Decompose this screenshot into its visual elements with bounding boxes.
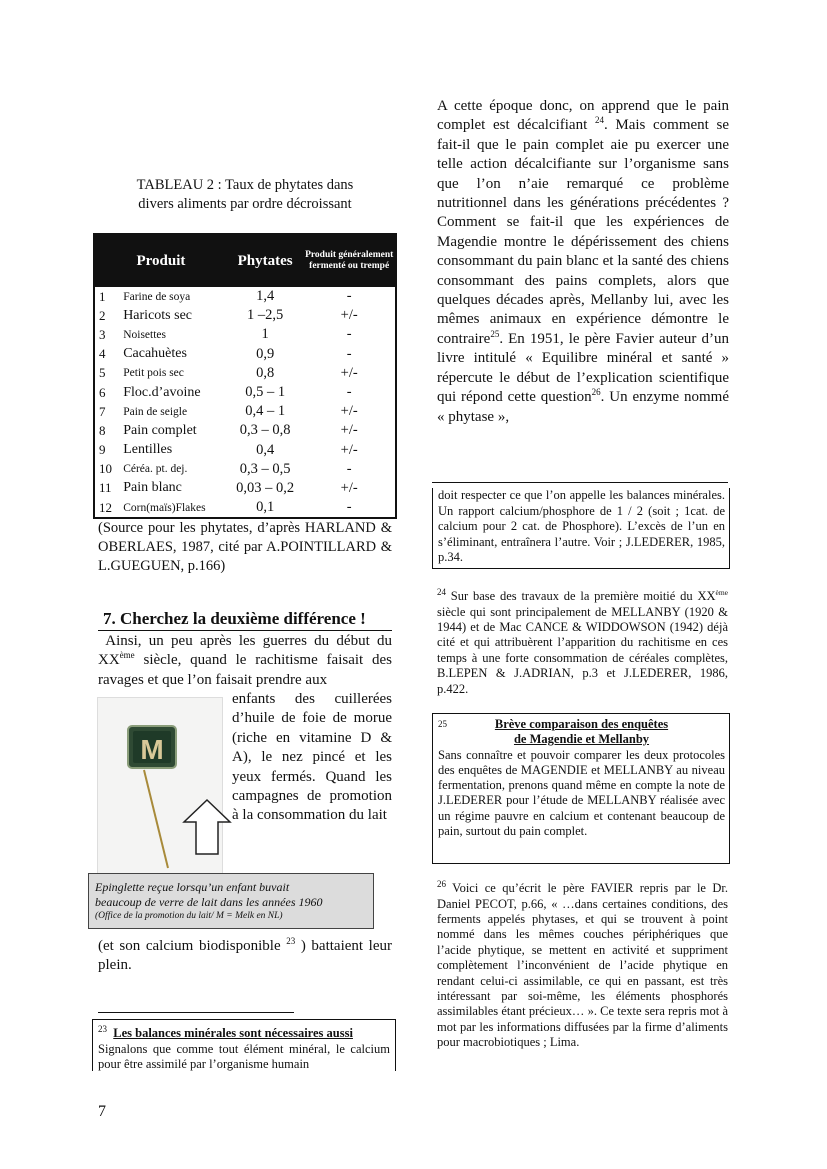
footnote-separator [98,1012,294,1013]
footnote-23-title: Les balances minérales sont nécessaires aussi [113,1026,353,1041]
footnote-25-title-2: de Magendie et Mellanby [513,732,650,747]
photo-caption-line-1: Epinglette reçue lorsqu’un enfant buvait [95,880,290,894]
footnote-25-text: Sans connaître et pouvoir comparer les deux protocoles des enquêtes de MAGENDIE et MELLANBY au niveau fermentation, prenons quand même en compte la note de J.LEDERER pour l’étude de MELLANBY réalisée avec un régime pauvre en calcium et contenant beaucoup de pain, surtout du pain complet. [438,747,725,839]
row-phytates: 0,8 [256,364,275,381]
row-number: 4 [99,346,106,362]
row-fermented: - [346,384,352,401]
row-number: 11 [99,480,112,496]
paragraph-right-text-d: . Un enzyme nommé « phytase », [437,389,729,425]
row-product: Lentilles [123,442,173,458]
footnote-23-continued: doit respecter ce que l’on appelle les balances minérales. Un rapport calcium/phosphore de 1 / 2 (soit ; 1cat. de calcium pour 2 cat. de Phosphore). L’excès de l’un en s’éliminant, entraînera l’autre. Voir ; J.LEDERER, 1985, p.34. [432,488,730,569]
row-number: 10 [99,461,112,477]
table-row [95,402,395,421]
table-row [95,325,395,344]
row-fermented: +/- [340,422,358,439]
row-phytates: 0,3 – 0,8 [239,422,291,439]
footnote-25-title-1: Brève comparaison des enquêtes [494,717,669,731]
row-number: 9 [99,442,106,458]
row-phytates: 1 –2,5 [247,307,284,324]
footnote-24-number: 24 [437,587,446,597]
paragraph-intro-text-b: siècle, quand le rachitisme faisait des ravages et que l’on faisait prendre aux [98,652,392,688]
footnote-25-number: 25 [438,719,447,729]
table-row [95,287,395,306]
table-row [95,441,395,460]
row-phytates: 0,5 – 1 [245,384,286,401]
row-phytates: 1,4 [256,288,275,305]
row-product: Pain de seigle [123,405,188,418]
table-row [95,345,395,364]
row-number: 1 [99,288,106,304]
page-number: 7 [98,1103,106,1120]
footnote-26 [437,877,728,1051]
footnote-24-superscript: ème [715,588,728,597]
footnote-ref-25: 25 [490,328,500,339]
paragraph-intro [98,632,392,690]
paragraph-right-text-b: . Mais comment se fait-il que le pain complet aie pu exercer une telle action décalcifiante sur l’organisme sans que l’on n’aie remarqué ce problème nutritionnel dans les générations précédentes ? Comment se fait-il que les expériences de Magendie montre le dépérissement des chiens consommant du pain blanc et la santé des chiens consommant des pains complets, alors que quelques décades après, Mellanby lui, avec les mêmes animaux en expérience démontre le contraire [437,117,729,347]
row-phytates: 0,4 [256,441,275,458]
footnote-23-number: 23 [98,1024,107,1034]
row-phytates: 0,1 [256,499,275,516]
row-number: 2 [99,307,106,323]
row-phytates: 0,4 – 1 [245,403,286,420]
row-number: 8 [99,422,106,438]
table-row [95,498,395,517]
row-phytates: 1 [261,326,269,343]
header-product: Produit [95,235,227,287]
paragraph-right-text-c: . En 1951, le père Favier auteur d’un livre intitulé « Equilibre minéral et santé » répercute le début de l’explication scientifique qui répond cette question [437,330,729,406]
photo-caption-line-2: beaucoup de verre de lait dans les années 1960 [95,895,323,909]
header-fermented: Produit généralement fermenté ou trempé [303,235,395,287]
footnote-24 [437,585,728,697]
source-note: (Source pour les phytates, d’après HARLAND & OBERLAES, 1987, cité par A.POINTILLARD & L.GUEGUEN, p.166) [98,520,392,574]
footnote-25 [432,713,730,864]
row-number: 12 [99,499,112,515]
row-product: Noisettes [123,328,166,341]
row-fermented: +/- [340,403,358,420]
row-product: Cacahuètes [123,346,187,362]
table-row [95,421,395,440]
superscript-eme: ème [119,650,135,661]
header-phytates: Phytates [227,235,304,287]
footnote-ref-23: 23 [286,936,296,946]
footnote-26-number: 26 [437,879,446,889]
footnote-ref-24: 24 [594,115,604,126]
paragraph-after-photo [98,937,392,976]
table-body [95,287,395,517]
paragraph-right-text-a: A cette époque donc, on apprend que le pain complet est décalcifiant [437,98,729,134]
footnote-separator-right [432,482,728,483]
section-title: 7. Cherchez la deuxième différence ! [103,609,366,628]
photo-caption-line-3: (Office de la promotion du lait/ M = Melk en NL) [95,911,283,921]
pin-letter: M [140,734,164,765]
footnote-23-text: Signalons que comme tout élément minéral, le calcium pour être assimilé par l’organisme humain [98,1041,390,1071]
row-phytates: 0,03 – 0,2 [236,479,295,496]
row-fermented: +/- [340,307,358,324]
table-row [95,479,395,498]
row-number: 5 [99,365,106,381]
row-phytates: 0,9 [256,345,275,362]
row-product: Petit pois sec [123,367,184,380]
footnote-26-text: Voici ce qu’écrit le père FAVIER repris par le Dr. Daniel PECOT, p.66, « …dans certaines conditions, des ferments appelés phytases, et qui se trouvent à point nommé dans les mêmes couches périphériques que l’acide phytique, se mettent en activité et suppriment complètement l’inconvénient de l’acide phytique en rendant celui-ci assimilable, ce qui en passant, est très intéressant par soi-même, les éléments phosphorés assimilables étant précieux… ». Ce texte sera repris mot à mot par les informations diffusées par la firme d’aliments pour macrobiotiques ; Lima. [437,881,728,1050]
footnote-24-text-b: siècle qui sont principalement de MELLANBY (1920 & 1944) et de Mac CANCE & WIDDOWSON (1942) déjà cité et qui attribuèrent l’apparition du rachitisme en ces temps à une forte consommation de céréales complètes, B.LEPEN & J.ADRIAN, p.3 et J.LEDERER, 1986, p.422. [437,604,728,696]
row-number: 6 [99,384,106,400]
table-caption-line-1: TABLEAU 2 : Taux de phytates dans [136,177,354,193]
row-product: Corn(maïs)Flakes [123,501,206,514]
footnote-23 [92,1019,396,1071]
row-product: Floc.d’avoine [123,384,201,400]
row-fermented: +/- [340,364,358,381]
footnote-24-text-a: Sur base des travaux de la première moitié du XX [446,589,716,604]
paragraph-wrapped: enfants des cuillerées d’huile de foie de morue (riche en vitamine D & A), le nez pincé et les yeux fermés. Quand les campagnes de promotion à la consommation du lait [232,691,392,824]
photo-caption [88,873,374,929]
table-row [95,306,395,325]
row-product: Pain blanc [123,480,182,496]
row-product: Céréa. pt. dej. [123,463,188,476]
section-title-underline [98,630,392,631]
phytate-table [93,233,397,519]
table-caption [98,176,392,214]
table-row [95,383,395,402]
row-number: 7 [99,403,106,419]
row-product: Pain complet [123,422,197,438]
paragraph-after-text-b: ) battaient leur plein. [98,938,392,974]
row-product: Farine de soya [123,290,191,303]
footnote-ref-26: 26 [591,387,601,398]
row-product: Haricots sec [123,307,192,323]
row-fermented: - [346,326,352,343]
up-arrow-icon [182,798,232,856]
table-row [95,460,395,479]
row-fermented: +/- [340,441,358,458]
row-number: 3 [99,326,106,342]
row-fermented: +/- [340,479,358,496]
paragraph-right [437,97,729,427]
table-row [95,364,395,383]
paragraph-intro-text-a: Ainsi, un peu après les guerres du début du XX [98,633,392,669]
row-fermented: - [346,345,352,362]
row-phytates: 0,3 – 0,5 [239,460,291,477]
table-caption-line-2: divers aliments par ordre décroissant [138,196,352,212]
row-fermented: - [346,460,352,477]
row-fermented: - [346,499,352,516]
paragraph-after-text-a: (et son calcium biodisponible [98,938,287,954]
row-fermented: - [346,288,352,305]
